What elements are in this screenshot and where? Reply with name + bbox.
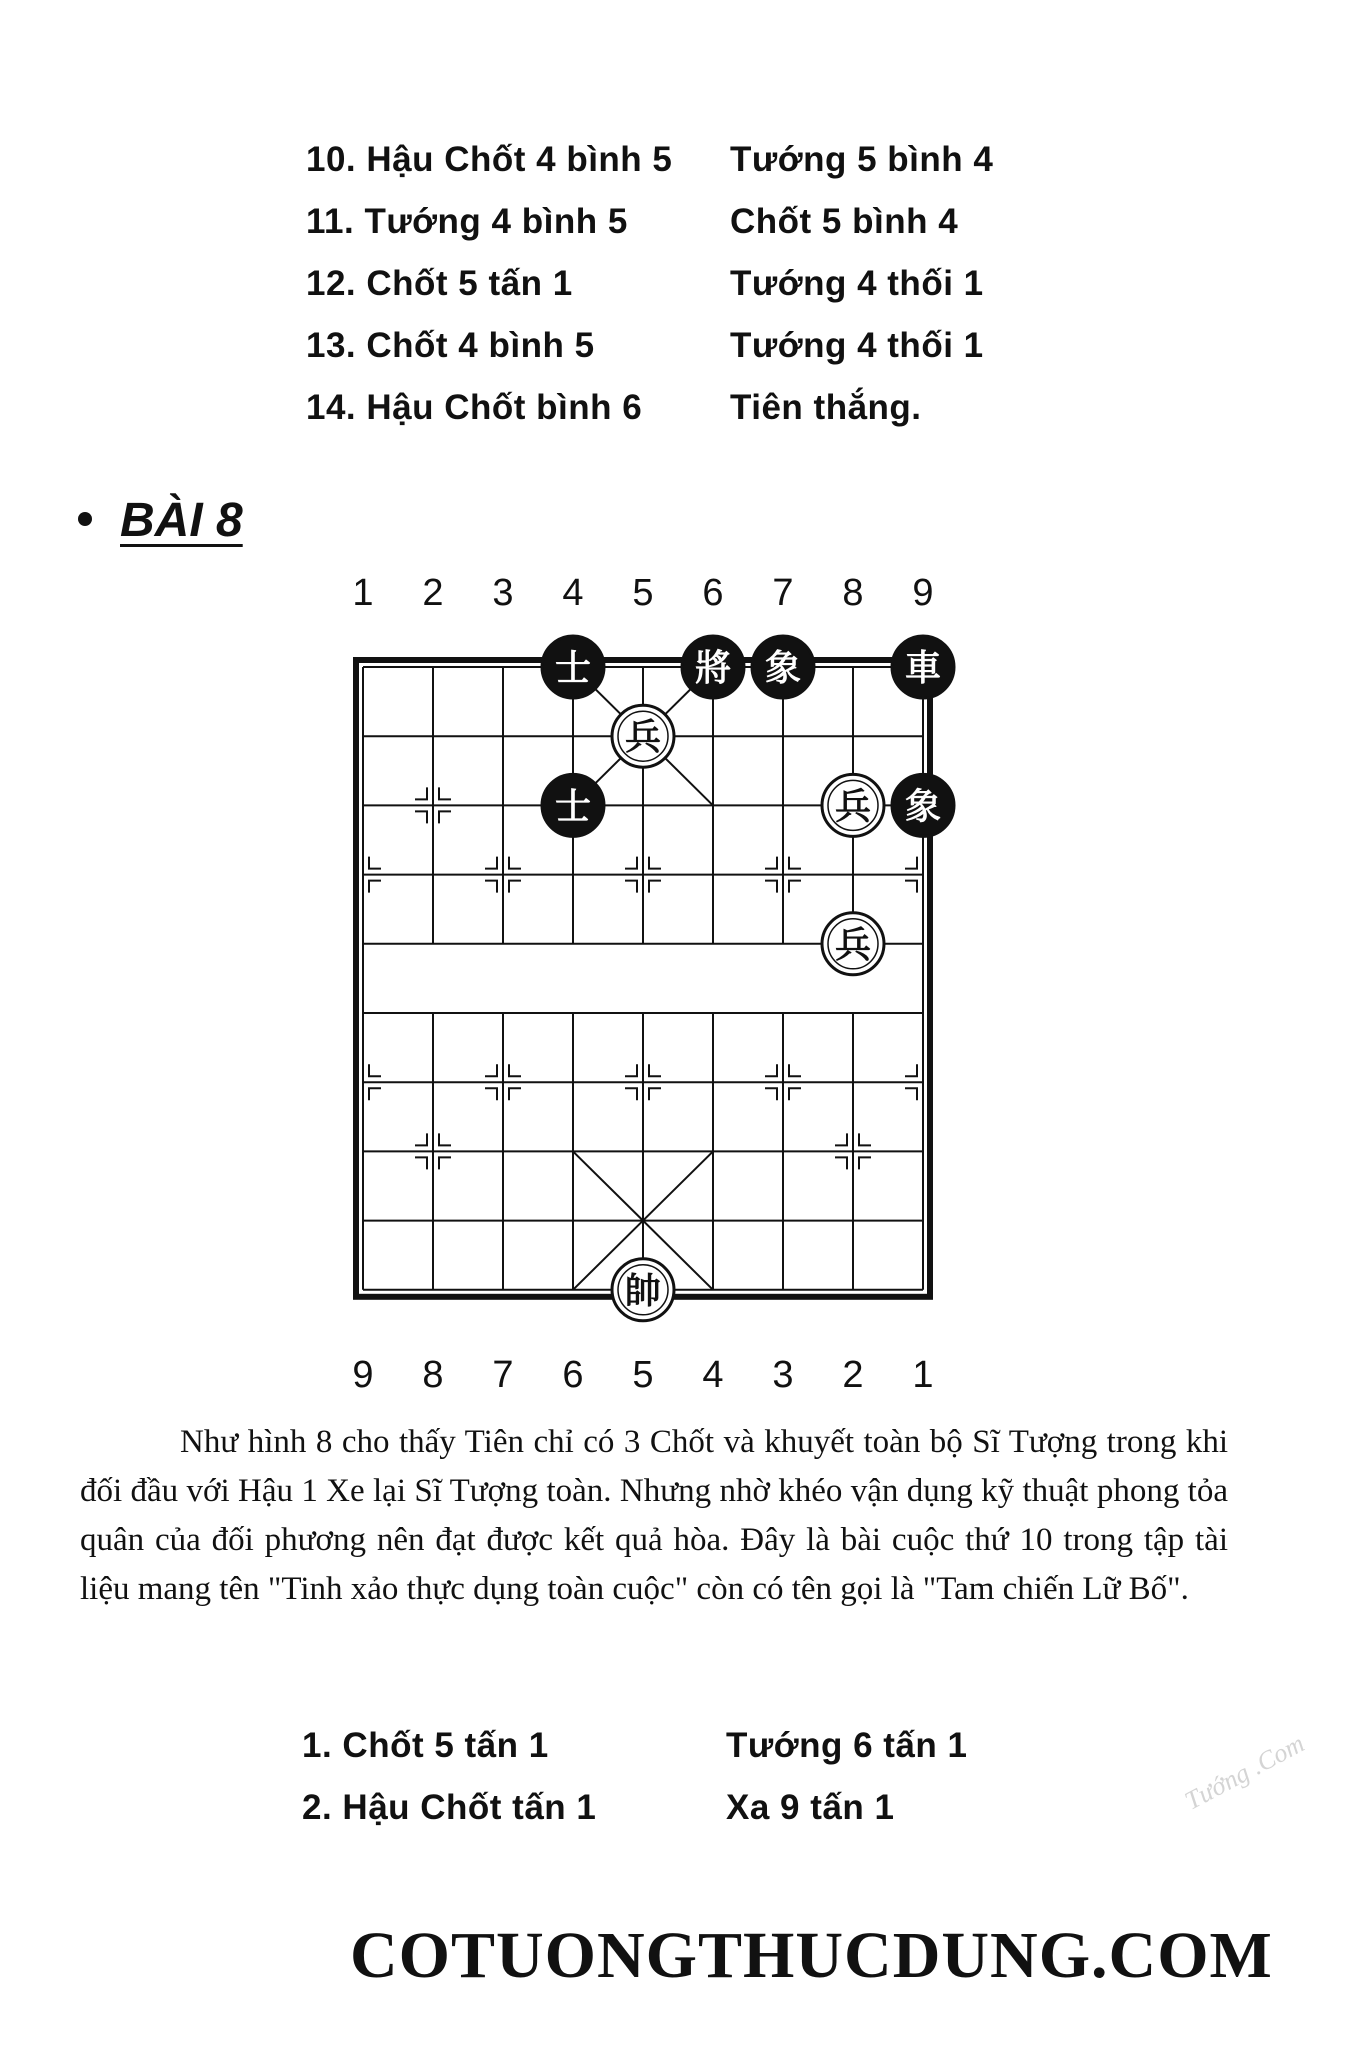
piece-label: 兵 [624, 717, 662, 759]
piece-label: 帥 [624, 1270, 662, 1312]
position-marker [415, 787, 427, 799]
position-marker [509, 1064, 521, 1076]
section-heading [78, 493, 243, 548]
piece-label: 將 [694, 648, 732, 689]
piece-label: 車 [904, 648, 942, 689]
position-marker [625, 881, 637, 893]
red-move: 2. Hậu Chốt tấn 1 [302, 1788, 597, 1827]
move-row [306, 202, 1066, 252]
position-marker [649, 881, 661, 893]
file-number-top: 6 [702, 572, 724, 614]
red-move: 14. Hậu Chốt bình 6 [306, 388, 643, 427]
piece-label: 兵 [834, 786, 872, 828]
bullet-icon [78, 512, 92, 526]
file-number-bottom: 6 [562, 1354, 584, 1396]
black-move: Tướng 5 bình 4 [730, 140, 994, 179]
position-marker [905, 1088, 917, 1100]
move-row [306, 264, 1066, 314]
position-marker [649, 1088, 661, 1100]
section-title: BÀI 8 [120, 494, 243, 547]
position-marker [485, 881, 497, 893]
file-number-bottom: 7 [492, 1354, 514, 1396]
file-number-top: 5 [632, 572, 654, 614]
position-marker [509, 1088, 521, 1100]
position-marker [509, 857, 521, 869]
black-move: Chốt 5 bình 4 [730, 202, 959, 241]
position-marker [625, 1088, 637, 1100]
move-row [302, 1726, 1062, 1776]
site-footer: COTUONGTHUCDUNG.COM [350, 1919, 1273, 1992]
position-marker [859, 1157, 871, 1169]
file-number-bottom: 8 [422, 1354, 444, 1396]
description-paragraph [80, 1418, 1228, 1614]
position-marker [439, 1157, 451, 1169]
move-row [302, 1788, 1062, 1838]
paragraph-text: Như hình 8 cho thấy Tiên chỉ có 3 Chốt và khuyết toàn bộ Sĩ Tượng trong khi đối đầu với Hậu 1 Xe lại Sĩ Tượng toàn. Nhưng nhờ khéo vận dụng kỹ thuật phong tỏa quân của đối phương nên đạt được kết quả hòa. Đây là bài cuộc thứ 10 trong tập tài liệu mang tên "Tinh xảo thực dụng toàn cuộc" còn có tên gọi là "Tam chiến Lữ Bố". [80, 1424, 1228, 1607]
position-marker [789, 1088, 801, 1100]
position-marker [905, 1064, 917, 1076]
position-marker [835, 1133, 847, 1145]
position-marker [649, 1064, 661, 1076]
position-marker [369, 881, 381, 893]
position-marker [485, 857, 497, 869]
red-move: 12. Chốt 5 tấn 1 [306, 264, 573, 303]
position-marker [485, 1088, 497, 1100]
position-marker [439, 787, 451, 799]
file-number-top: 7 [772, 572, 794, 614]
position-marker [439, 1133, 451, 1145]
red-move: 13. Chốt 4 bình 5 [306, 326, 595, 365]
position-marker [765, 881, 777, 893]
file-number-top: 4 [562, 572, 584, 614]
file-number-top: 1 [352, 572, 374, 614]
black-move: Tiên thắng. [730, 388, 922, 427]
file-number-bottom: 5 [632, 1354, 654, 1396]
position-marker [625, 1064, 637, 1076]
position-marker [905, 857, 917, 869]
position-marker [485, 1064, 497, 1076]
black-move: Tướng 6 tấn 1 [726, 1726, 968, 1765]
position-marker [509, 881, 521, 893]
position-marker [765, 857, 777, 869]
file-number-top: 9 [912, 572, 934, 614]
red-move: 11. Tướng 4 bình 5 [306, 202, 628, 241]
black-move: Tướng 4 thối 1 [730, 264, 984, 303]
position-marker [649, 857, 661, 869]
position-marker [369, 857, 381, 869]
move-row [306, 326, 1066, 376]
position-marker [765, 1064, 777, 1076]
position-marker [415, 1157, 427, 1169]
piece-label: 士 [554, 786, 592, 828]
file-number-bottom: 4 [702, 1354, 724, 1396]
piece-label: 士 [554, 648, 592, 689]
red-move: 10. Hậu Chốt 4 bình 5 [306, 140, 673, 179]
move-row [306, 388, 1066, 438]
xiangqi-board [330, 565, 970, 1405]
watermark-text: Tướng .Com [1180, 1728, 1309, 1816]
move-row [306, 140, 1066, 190]
file-number-bottom: 9 [352, 1354, 374, 1396]
position-marker [369, 1088, 381, 1100]
position-marker [415, 1133, 427, 1145]
position-marker [439, 811, 451, 823]
position-marker [789, 857, 801, 869]
position-marker [789, 1064, 801, 1076]
black-move: Tướng 4 thối 1 [730, 326, 984, 365]
position-marker [905, 881, 917, 893]
position-marker [835, 1157, 847, 1169]
position-marker [765, 1088, 777, 1100]
red-move: 1. Chốt 5 tấn 1 [302, 1726, 549, 1765]
position-marker [415, 811, 427, 823]
black-move: Xa 9 tấn 1 [726, 1788, 895, 1827]
position-marker [859, 1133, 871, 1145]
position-marker [625, 857, 637, 869]
piece-label: 象 [904, 786, 942, 828]
file-number-top: 3 [492, 572, 514, 614]
position-marker [789, 881, 801, 893]
file-number-bottom: 3 [772, 1354, 794, 1396]
file-number-bottom: 1 [912, 1354, 934, 1396]
file-number-top: 2 [422, 572, 444, 614]
file-number-bottom: 2 [842, 1354, 864, 1396]
file-number-top: 8 [842, 572, 864, 614]
piece-label: 兵 [834, 924, 872, 966]
piece-label: 象 [764, 648, 802, 689]
position-marker [369, 1064, 381, 1076]
